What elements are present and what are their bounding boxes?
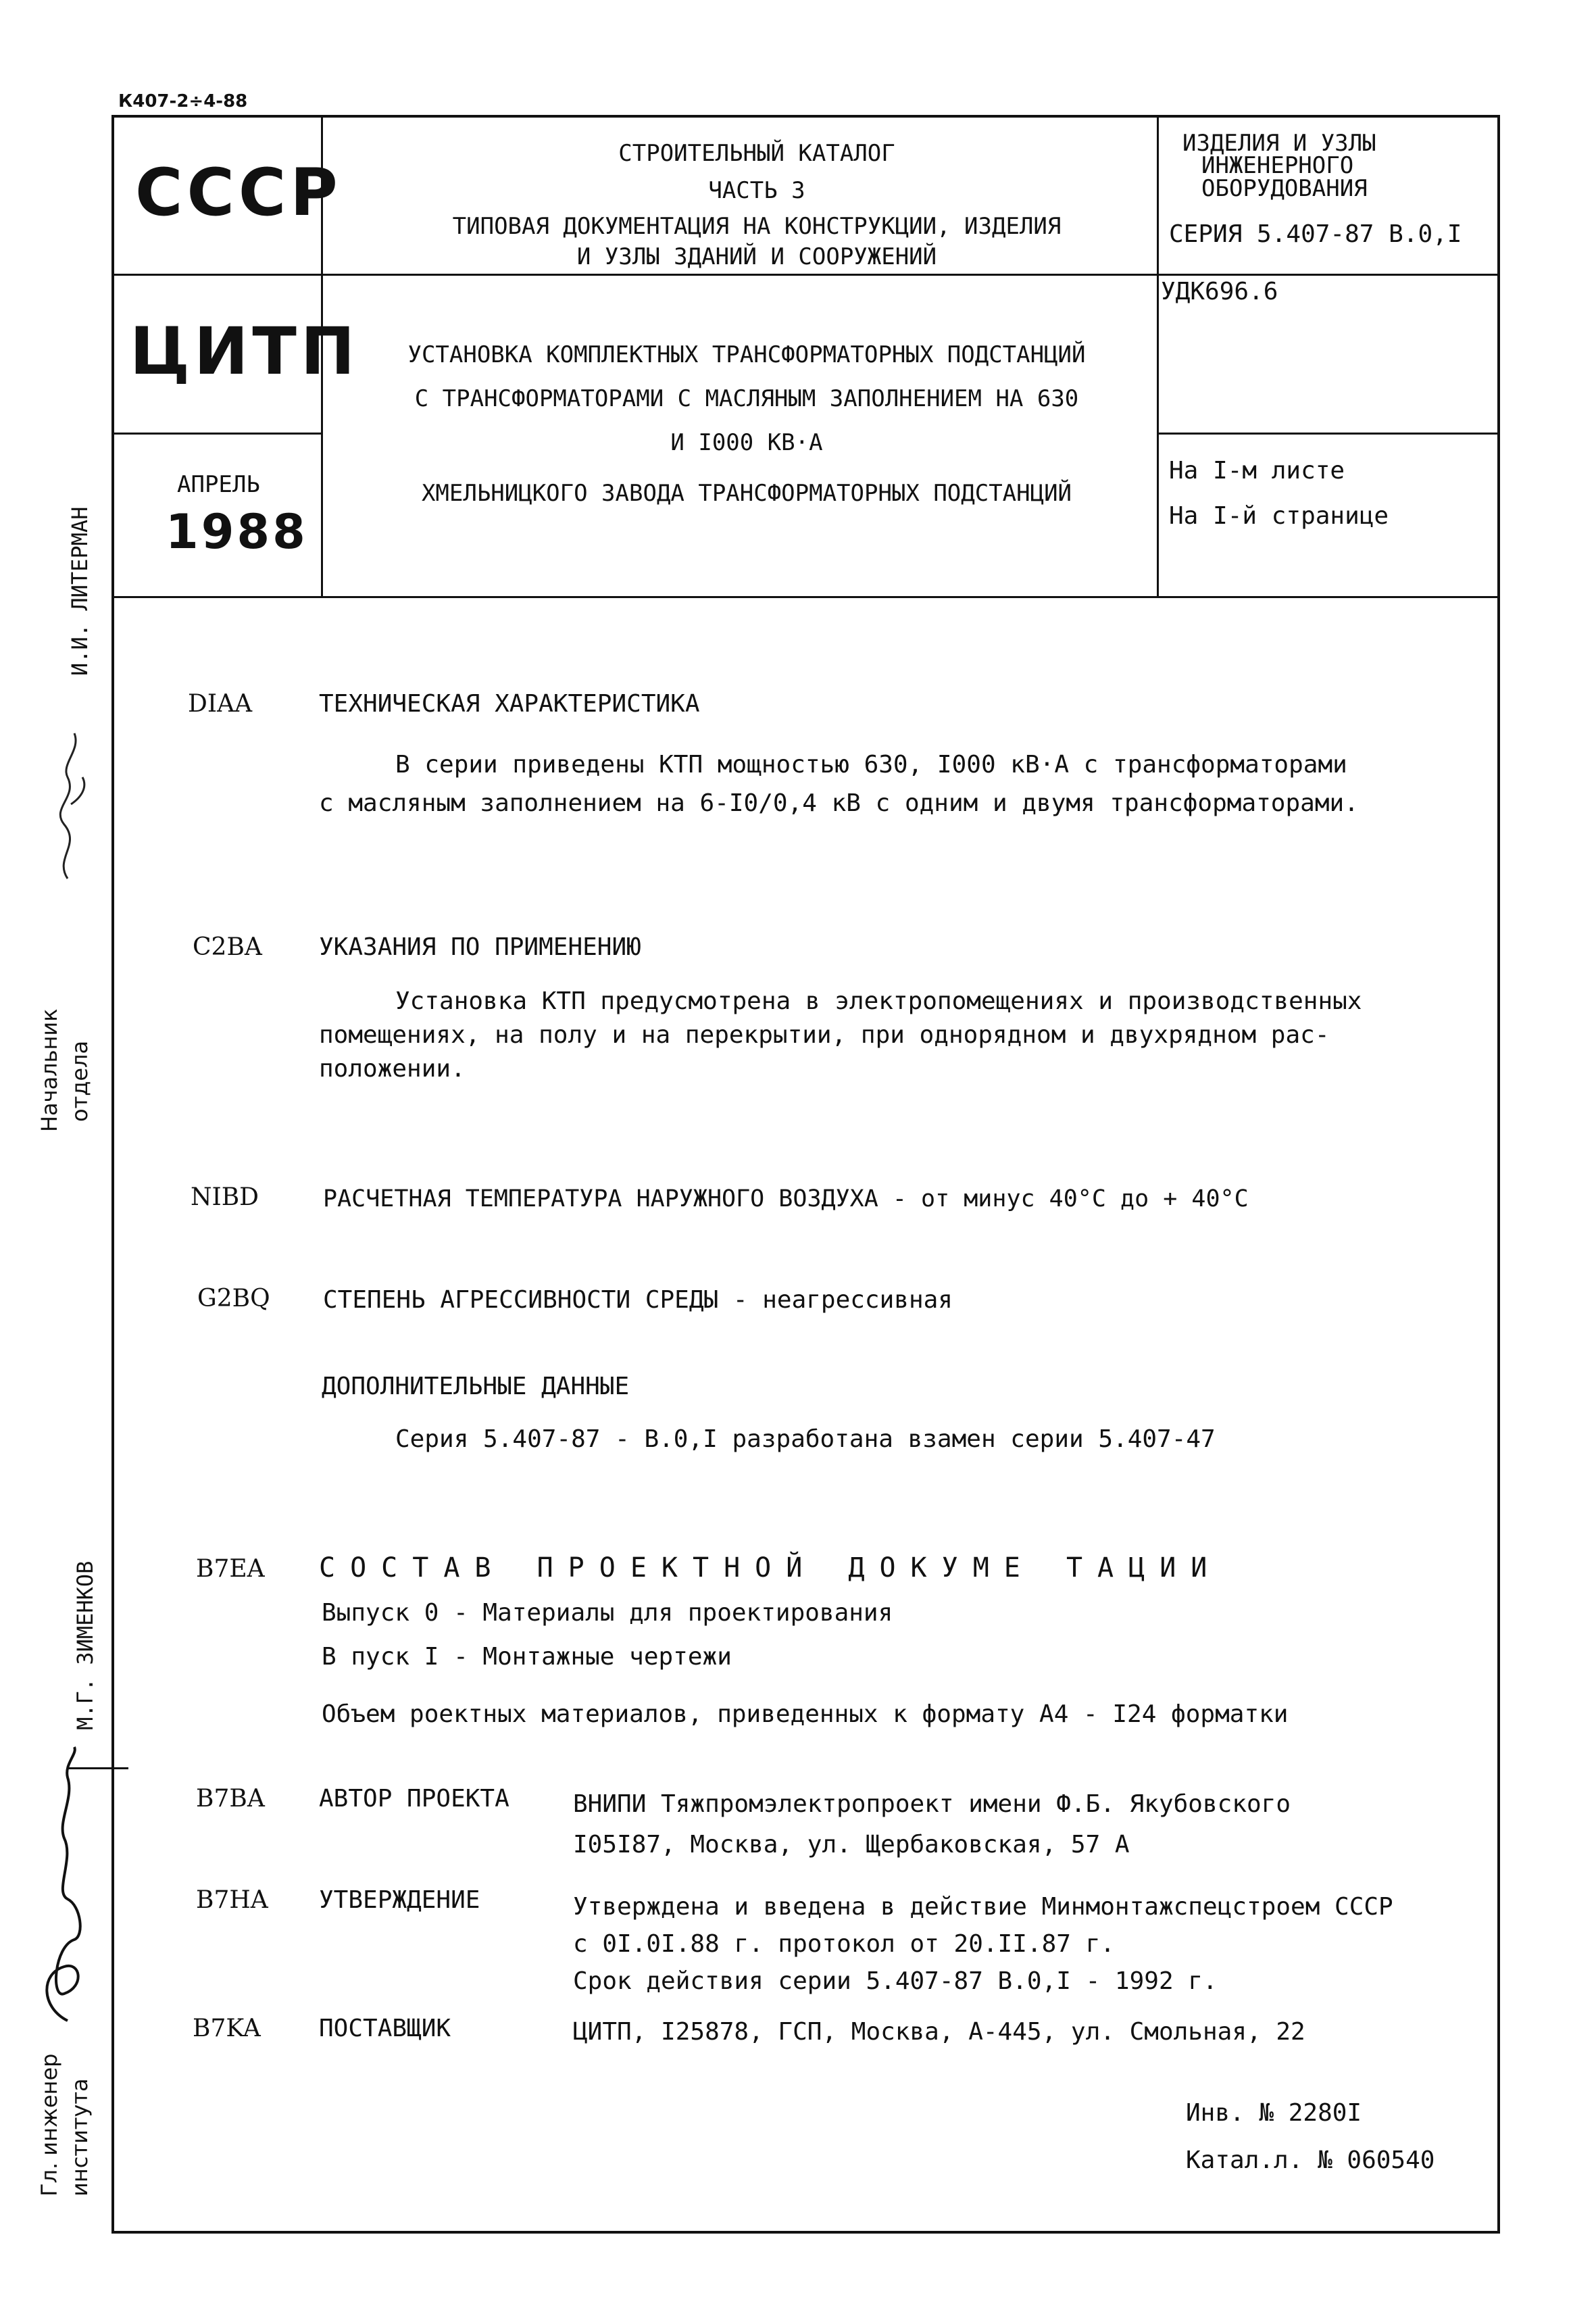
author-line-1: ВНИПИ Тяжпромэлектропроект имени Ф.Б. Якубовского (573, 1790, 1291, 1818)
sheet-note: На I-м листе (1169, 457, 1345, 485)
header-divider-row1 (111, 274, 1500, 276)
additional-line-1: Серия 5.407-87 - В.0,I разработана взамен серии 5.407-47 (395, 1425, 1216, 1453)
catalog-line-1: СТРОИТЕЛЬНЫЙ КАТАЛОГ (618, 140, 895, 167)
series-label: СЕРИЯ 5.407-87 В.0,I (1169, 220, 1462, 248)
side-role-chief-line1: Гл. инженер (36, 2053, 62, 2196)
header-divider-row2-right (1157, 433, 1500, 435)
catalog-line-4: И УЗЛЫ ЗДАНИЙ И СООРУЖЕНИЙ (576, 243, 937, 270)
header-divider-row2 (111, 433, 322, 435)
category-line-1: ИЗДЕЛИЯ И УЗЛЫ (1182, 130, 1376, 157)
side-role-chief-line2: института (67, 2078, 93, 2196)
usage-line-1: Установка КТП предусмотрена в электропомещениях и производственных (395, 987, 1362, 1015)
approval-line-3: Срок действия серии 5.407-87 В.0,I - 1992 г. (573, 1967, 1218, 1995)
code-tech: DIAA (188, 690, 253, 718)
composition-heading: СОСТАВ ПРОЕКТНОЙ ДОКУМЕ ТАЦИИ (319, 1552, 1222, 1583)
composition-line-3: Объем роектных материалов, приведенных к формату А4 - I24 форматки (322, 1700, 1289, 1728)
citp-label: ЦИТП (130, 314, 359, 389)
composition-line-1: Выпуск 0 - Материалы для проектирования (322, 1599, 893, 1627)
code-aggression: G2BQ (197, 1285, 270, 1312)
code-author: B7BA (196, 1785, 265, 1813)
side-role-head-line2: отдела (67, 1040, 93, 1122)
category-line-3: ОБОРУДОВАНИЯ (1201, 175, 1368, 202)
code-approval: B7HA (196, 1886, 268, 1914)
header-divider-right (1157, 115, 1159, 598)
approval-heading: УТВЕРЖДЕНИЕ (319, 1886, 480, 1914)
udk-label: УДК696.6 (1161, 278, 1278, 305)
tech-line-2: с масляным заполнением на 6-I0/0,4 кВ с одним и двумя трансформаторами. (319, 789, 1359, 817)
tech-heading: ТЕХНИЧЕСКАЯ ХАРАКТЕРИСТИКА (319, 690, 700, 718)
signature-literman (41, 723, 101, 885)
title-line-1: УСТАНОВКА КОМПЛЕКТНЫХ ТРАНСФОРМАТОРНЫХ ПОДСТАНЦИЙ (407, 341, 1086, 368)
inventory-number: Инв. № 2280I (1186, 2099, 1362, 2127)
code-temperature: NIBD (191, 1183, 259, 1211)
side-role-head-line1: Начальник (36, 1008, 62, 1132)
author-line-2: I05I87, Москва, ул. Щербаковская, 57 А (573, 1831, 1130, 1858)
catalog-sheet-number: Катал.л. № 060540 (1186, 2146, 1435, 2174)
supplier-line-1: ЦИТП, I25878, ГСП, Москва, А-445, ул. Смольная, 22 (573, 2018, 1305, 2046)
title-line-4: ХМЕЛЬНИЦКОГО ЗАВОДА ТРАНСФОРМАТОРНЫХ ПОДСТАНЦИЙ (421, 480, 1072, 507)
side-name-literman: И.И. ЛИТЕРМАН (67, 506, 93, 676)
usage-heading: УКАЗАНИЯ ПО ПРИМЕНЕНИЮ (319, 933, 641, 961)
temperature-text: РАСЧЕТНАЯ ТЕМПЕРАТУРА НАРУЖНОГО ВОЗДУХА - от минус 40°С до + 40°С (323, 1185, 1249, 1212)
additional-heading: ДОПОЛНИТЕЛЬНЫЕ ДАННЫЕ (322, 1373, 630, 1400)
page-note: На I-й странице (1169, 502, 1389, 530)
tech-line-1: В серии приведены КТП мощностью 630, I000 кВ·А с трансформаторами (395, 751, 1347, 779)
side-name-zimenkov: М.Г. ЗИМЕНКОВ (72, 1560, 98, 1730)
publication-month: АПРЕЛЬ (177, 471, 260, 498)
catalog-line-2: ЧАСТЬ 3 (708, 177, 805, 204)
author-heading: АВТОР ПРОЕКТА (319, 1785, 509, 1813)
catalog-line-3: ТИПОВАЯ ДОКУМЕНТАЦИЯ НА КОНСТРУКЦИИ, ИЗДЕЛИЯ (452, 213, 1062, 240)
code-supplier: B7KA (193, 2015, 261, 2042)
title-line-3: И I000 КВ·А (670, 429, 823, 456)
approval-line-2: с 0I.0I.88 г. протокол от 20.II.87 г. (573, 1930, 1115, 1958)
code-usage: C2BA (193, 933, 262, 961)
composition-line-2: В пуск I - Монтажные чертежи (322, 1643, 732, 1671)
code-composition: B7EA (196, 1555, 265, 1583)
publication-year: 1988 (166, 504, 308, 560)
usage-line-3: положении. (319, 1055, 466, 1083)
approval-line-1: Утверждена и введена в действие Минмонтажспецстроем СССР (573, 1893, 1393, 1921)
category-line-2: ИНЖЕНЕРНОГО (1201, 152, 1354, 179)
doc-reference: К407-2÷4-88 (118, 91, 248, 112)
header-divider-bottom (111, 596, 1500, 598)
title-line-2: С ТРАНСФОРМАТОРАМИ С МАСЛЯНЫМ ЗАПОЛНЕНИЕМ НА 630 (414, 385, 1079, 412)
aggression-text: СТЕПЕНЬ АГРЕССИВНОСТИ СРЕДЫ - неагрессивная (323, 1286, 953, 1314)
usage-line-2: помещениях, на полу и на перекрытии, при однорядном и двухрядном рас- (319, 1021, 1330, 1049)
supplier-heading: ПОСТАВЩИК (319, 2015, 451, 2042)
ussr-label: СССР (135, 155, 342, 230)
signature-zimenkov (27, 1744, 95, 2027)
